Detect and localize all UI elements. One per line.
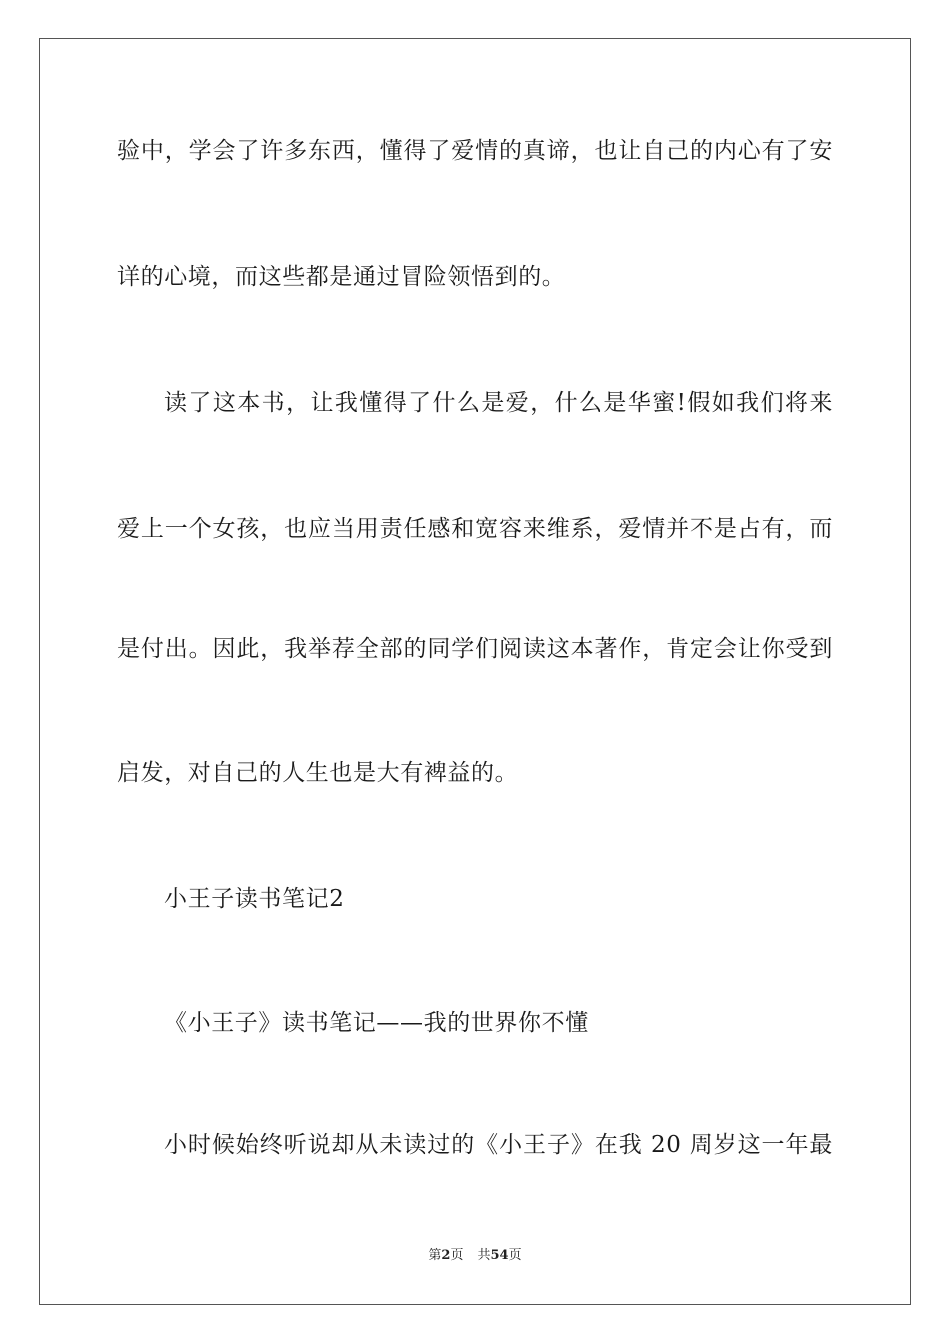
article-title: 《小王子》读书笔记——我的世界你不懂	[164, 1010, 589, 1036]
body-line-6: 启发，对自己的人生也是大有裨益的。	[117, 760, 519, 786]
page-prefix: 第	[428, 1248, 442, 1263]
body-line-3: 读了这本书，让我懂得了什么是爱，什么是华蜜!假如我们将来	[164, 390, 833, 416]
total-pages: 54	[490, 1248, 509, 1263]
body-line-7: 小时候始终听说却从未读过的《小王子》在我 20 周岁这一年最	[164, 1132, 833, 1158]
total-prefix: 共	[477, 1248, 491, 1263]
body-line-2: 详的心境，而这些都是通过冒险领悟到的。	[117, 264, 566, 290]
body-line-5: 是付出。因此，我举荐全部的同学们阅读这本著作，肯定会让你受到	[117, 636, 833, 662]
page-number: 2	[441, 1248, 451, 1263]
page-border	[39, 38, 911, 1305]
body-line-1: 验中，学会了许多东西，懂得了爱情的真谛，也让自己的内心有了安	[117, 138, 833, 164]
page-suffix: 页	[450, 1248, 464, 1263]
total-suffix: 页	[508, 1248, 522, 1263]
page-footer	[0, 1247, 950, 1265]
section-heading: 小王子读书笔记2	[164, 886, 345, 912]
body-line-4: 爱上一个女孩，也应当用责任感和宽容来维系，爱情并不是占有，而	[117, 516, 833, 542]
